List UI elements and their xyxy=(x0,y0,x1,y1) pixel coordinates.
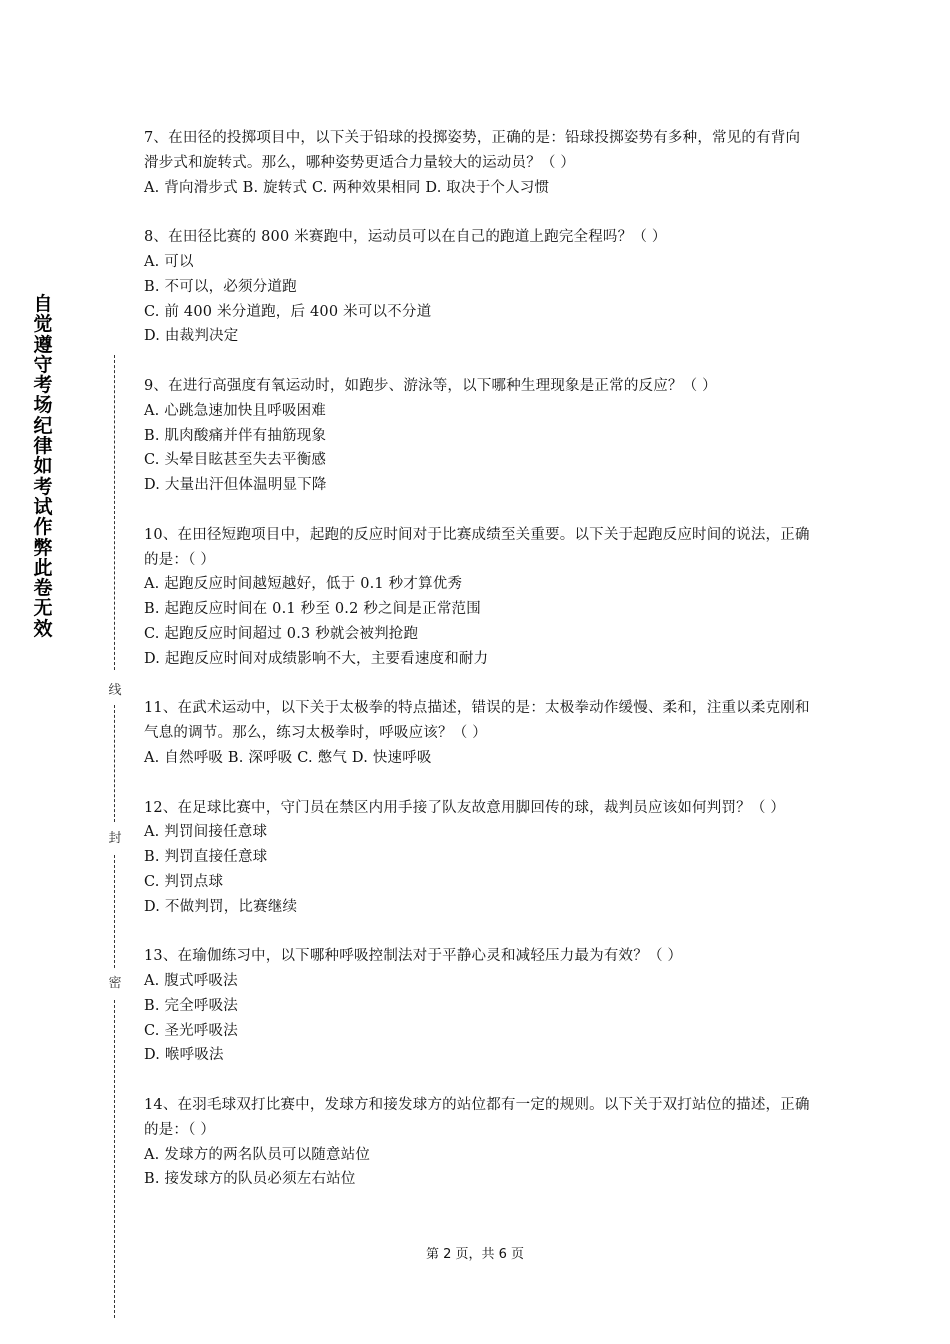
binding-dashed-line xyxy=(114,705,115,822)
question-stem: 13、在瑜伽练习中，以下哪种呼吸控制法对于平静心灵和减轻压力最为有效？（ ） xyxy=(144,948,683,965)
question-stem: 10、在田径短跑项目中，起跑的反应时间对于比赛成绩至关重要。以下关于起跑反应时间的说法，正确的是：（ ） xyxy=(144,526,810,568)
option-d: D. 大量出汗但体温明显下降 xyxy=(144,477,327,494)
binding-mark-line: 线 xyxy=(108,683,122,698)
option-b: B. 判罚直接任意球 xyxy=(144,849,268,866)
question-9 xyxy=(144,374,810,498)
option-a: A. 可以 xyxy=(144,253,194,270)
option-c: C. 圣光呼吸法 xyxy=(144,1022,238,1039)
option-a: A. 腹式呼吸法 xyxy=(144,973,238,990)
option-b: B. 肌肉酸痛并伴有抽筋现象 xyxy=(144,427,327,444)
option-c: C. 前 400 米分道跑，后 400 米可以不分道 xyxy=(144,303,432,320)
option-a: A. 心跳急速加快且呼吸困难 xyxy=(144,402,326,419)
question-8 xyxy=(144,225,810,349)
question-stem: 8、在田径比赛的 800 米赛跑中，运动员可以在自己的跑道上跑完全程吗？（ ） xyxy=(144,229,667,246)
binding-mark-seal: 封 xyxy=(108,831,122,846)
option-a: A. 发球方的两名队员可以随意站位 xyxy=(144,1146,371,1163)
page-number: 第 2 页，共 6 页 xyxy=(425,1247,525,1262)
option-b: B. 不可以，必须分道跑 xyxy=(144,278,297,295)
question-7 xyxy=(144,126,810,200)
option-d: D. 喉呼吸法 xyxy=(144,1047,224,1064)
option-d: D. 不做判罚，比赛继续 xyxy=(144,898,298,915)
option-c: C. 判罚点球 xyxy=(144,873,224,890)
option-a: A. 判罚间接任意球 xyxy=(144,824,268,841)
question-13 xyxy=(144,944,810,1068)
option-c: C. 头晕目眩甚至失去平衡感 xyxy=(144,452,327,469)
question-options: A. 自然呼吸 B. 深呼吸 C. 憋气 D. 快速呼吸 xyxy=(144,749,432,766)
question-stem: 9、在进行高强度有氧运动时，如跑步、游泳等，以下哪种生理现象是正常的反应？（ ） xyxy=(144,377,717,394)
option-d: D. 起跑反应时间对成绩影响不大，主要看速度和耐力 xyxy=(144,650,489,667)
question-11 xyxy=(144,696,810,770)
option-c: C. 起跑反应时间超过 0.3 秒就会被判抢跑 xyxy=(144,625,419,642)
question-stem: 14、在羽毛球双打比赛中，发球方和接发球方的站位都有一定的规则。以下关于双打站位的描述，正确的是：（ ） xyxy=(144,1097,810,1138)
binding-mark-sealed: 密 xyxy=(108,976,122,991)
exam-discipline-notice: 自觉遵守考场纪律如考试作弊此卷无效 xyxy=(33,293,53,640)
option-b: B. 接发球方的队员必须左右站位 xyxy=(144,1171,356,1188)
question-stem: 11、在武术运动中，以下关于太极拳的特点描述，错误的是：太极拳动作缓慢、柔和，注重以柔克刚和气息的调节。那么，练习太极拳时，呼吸应该？（ ） xyxy=(144,700,810,742)
question-14 xyxy=(144,1093,810,1192)
binding-dashed-line xyxy=(114,1000,115,1318)
question-10 xyxy=(144,523,810,672)
binding-dashed-line xyxy=(114,355,115,670)
question-12 xyxy=(144,796,810,920)
option-b: B. 完全呼吸法 xyxy=(144,997,238,1014)
question-options: A. 背向滑步式 B. 旋转式 C. 两种效果相同 D. 取决于个人习惯 xyxy=(144,179,550,196)
question-stem: 7、在田径的投掷项目中，以下关于铅球的投掷姿势，正确的是：铅球投掷姿势有多种，常见的有背向滑步式和旋转式。那么，哪种姿势更适合力量较大的运动员？（ ） xyxy=(144,130,801,171)
option-d: D. 由裁判决定 xyxy=(144,328,239,345)
option-b: B. 起跑反应时间在 0.1 秒至 0.2 秒之间是正常范围 xyxy=(144,601,481,618)
question-stem: 12、在足球比赛中，守门员在禁区内用手接了队友故意用脚回传的球，裁判员应该如何判罚？（ ） xyxy=(144,799,786,816)
question-list xyxy=(144,126,810,1217)
binding-dashed-line xyxy=(114,855,115,968)
option-a: A. 起跑反应时间越短越好，低于 0.1 秒才算优秀 xyxy=(144,576,463,593)
